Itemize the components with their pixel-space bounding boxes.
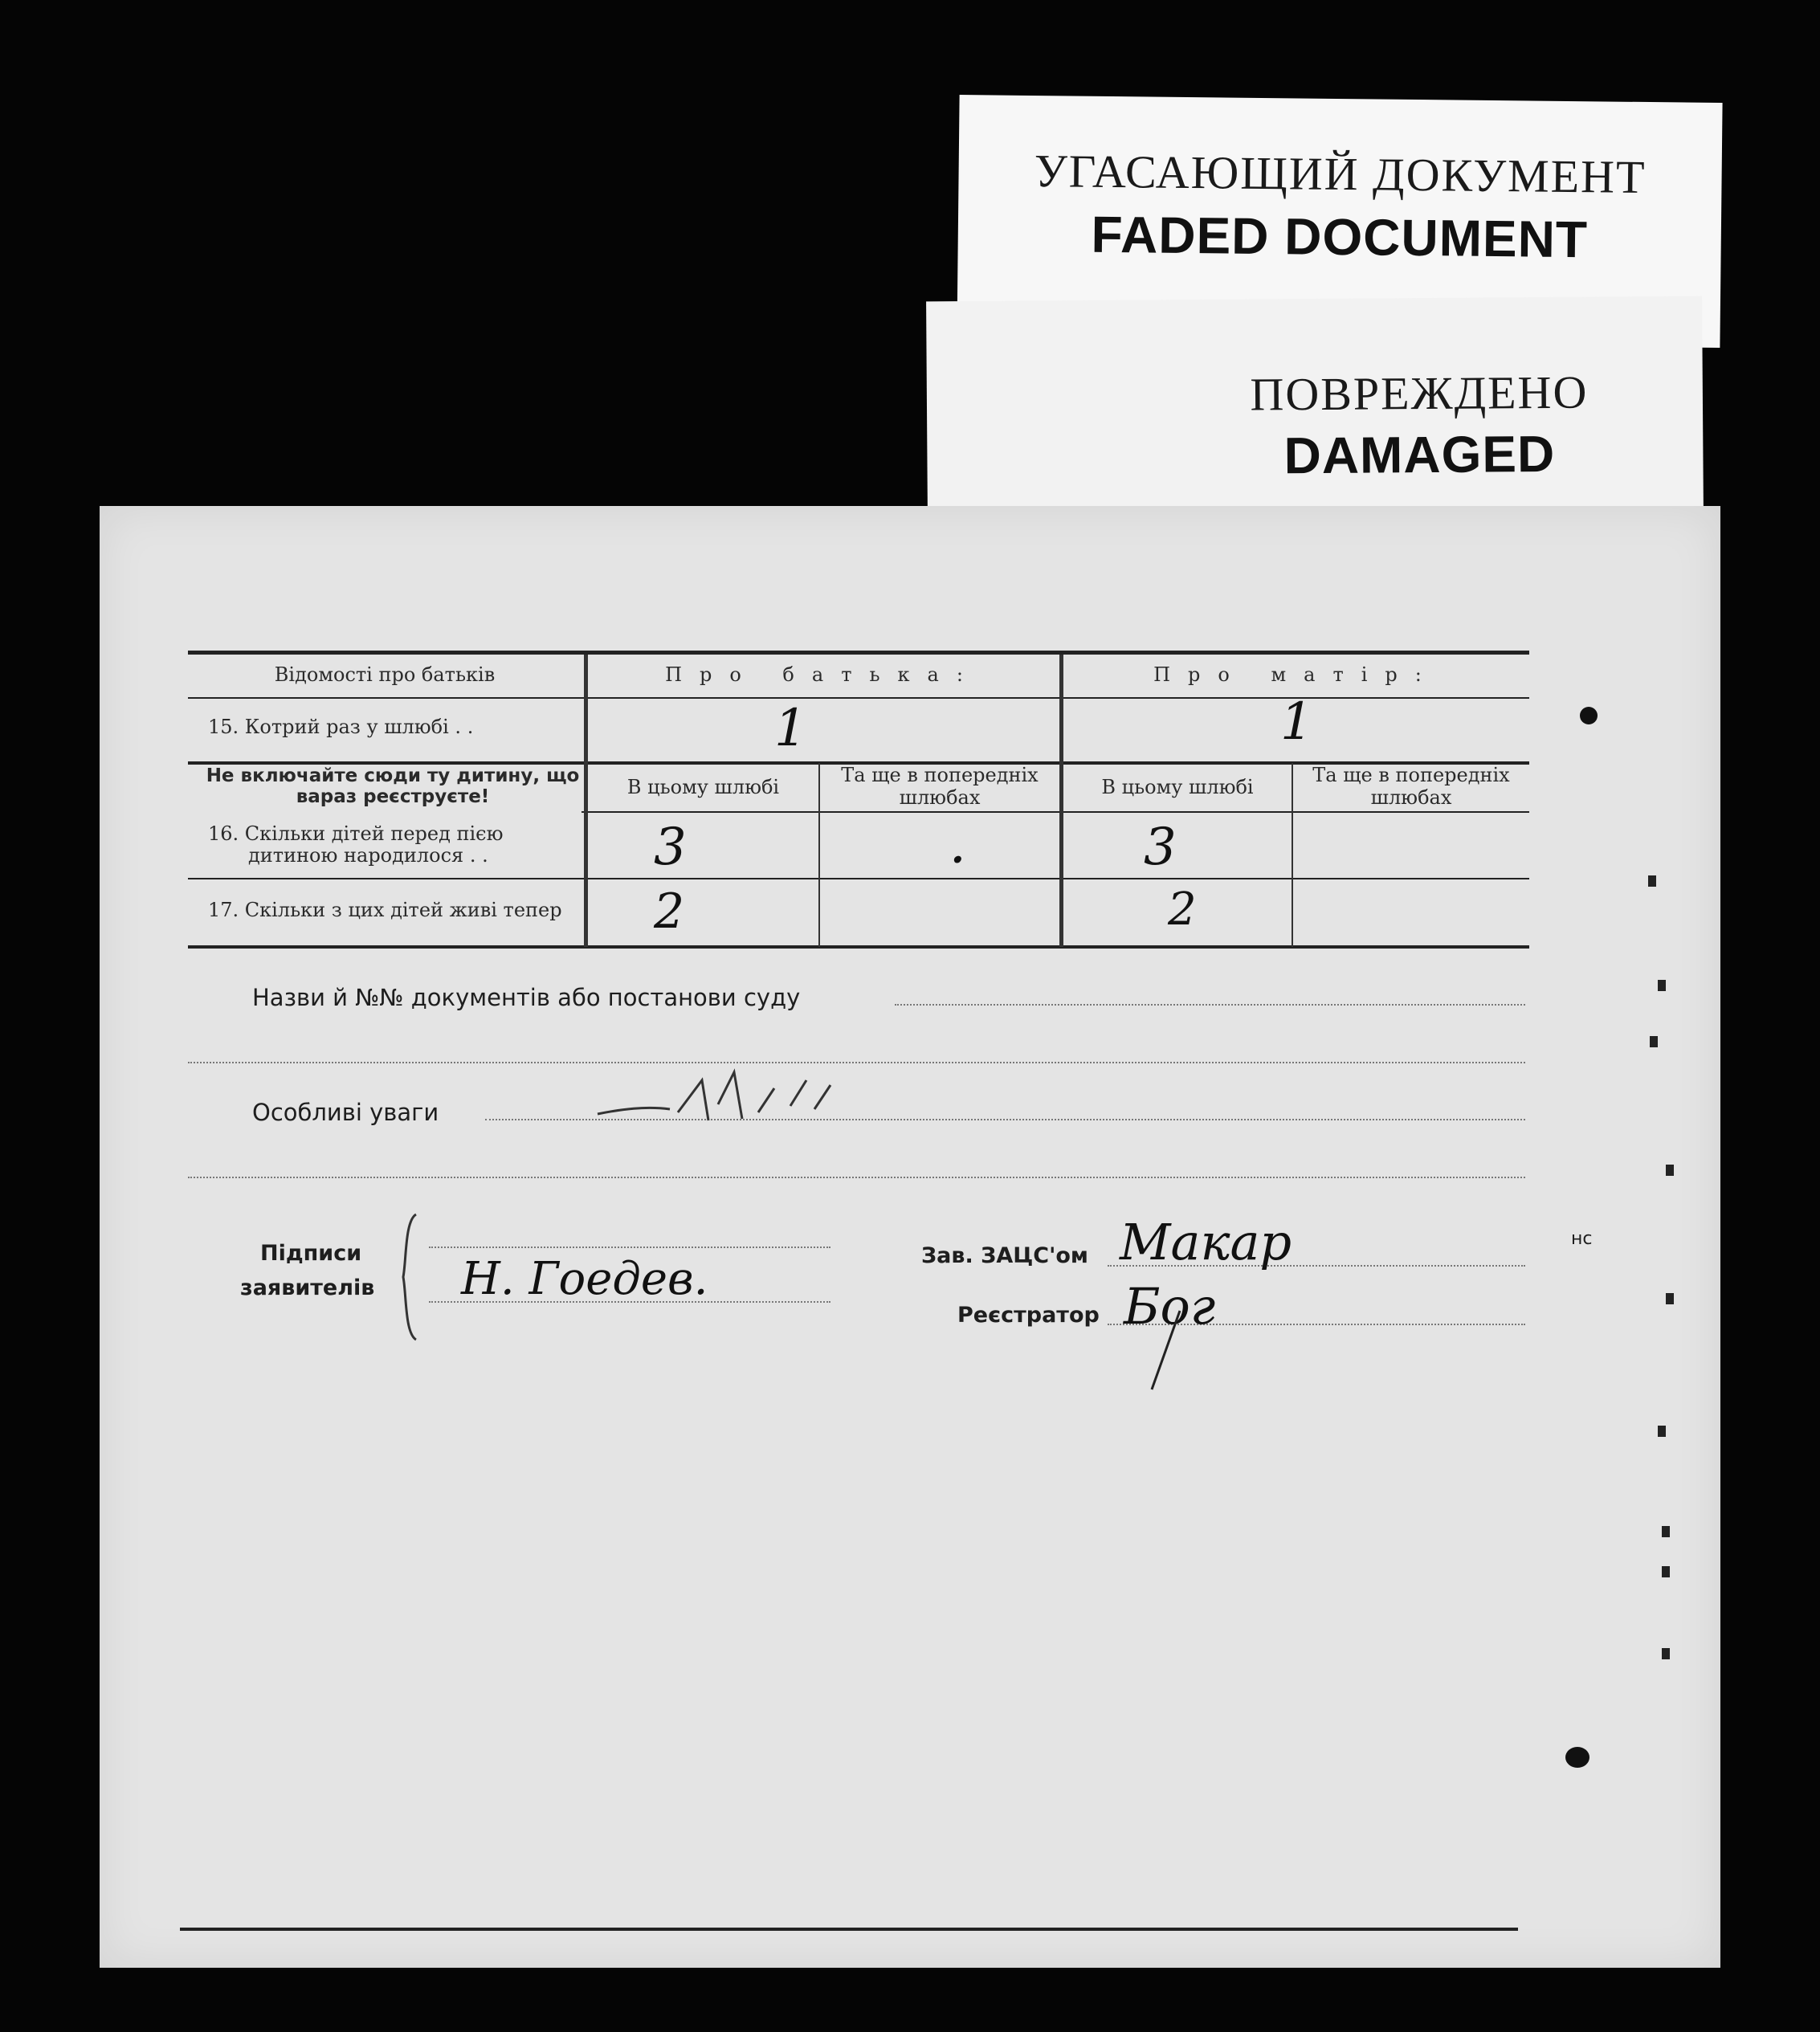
registrar-label: Реєстратор [957, 1303, 1100, 1328]
row17-father-this: 2 [654, 883, 685, 940]
remarks-line-2 [188, 1177, 1525, 1178]
punch-mark [1662, 1566, 1670, 1577]
damaged-label [926, 296, 1704, 517]
subheader-mother-prev: Та ще в попередніх шлюбах [1312, 764, 1510, 809]
row16-label-line2: дитиною народилося . . [248, 844, 488, 867]
subheader-bottom-rule [582, 811, 1529, 813]
form-page [100, 506, 1720, 1968]
subheader-father-prev: Та ще в попередніх шлюбах [841, 764, 1039, 809]
punch-mark [1666, 1165, 1674, 1176]
punch-mark [1666, 1293, 1674, 1304]
punch-hole [1565, 1747, 1589, 1768]
head-label: Зав. ЗАЦС'ом [921, 1243, 1088, 1268]
applicants-brace [397, 1213, 421, 1341]
punch-mark [1650, 1036, 1658, 1047]
punch-mark [1648, 875, 1656, 887]
punch-hole [1580, 707, 1598, 724]
documents-line-2 [188, 1062, 1525, 1063]
documents-line-1 [895, 1004, 1525, 1006]
row16-father-this: 3 [654, 818, 687, 877]
punch-mark [1658, 1426, 1666, 1437]
remarks-scribble [590, 1056, 847, 1145]
damaged-label-en: DAMAGED [1283, 424, 1556, 485]
remarks-label: Особливі уваги [252, 1099, 439, 1126]
row16-father-prev: . [951, 827, 965, 872]
table-top-rule [188, 651, 1529, 655]
subheader-mother-this: В цьому шлюбі [1101, 776, 1254, 798]
applicant-line-1 [429, 1247, 830, 1248]
applicant-signature: Н. Гоедев. [461, 1253, 708, 1305]
row15-label: 15. Котрий раз у шлюбі . . [208, 716, 474, 738]
row17-label: 17. Скільки з цих дітей живі тепер [208, 899, 562, 921]
subheader-father-this: В цьому шлюбі [626, 776, 780, 798]
faded-label-en: FADED DOCUMENT [1091, 205, 1589, 269]
faded-label-ru: УГАСАЮЩИЙ ДОКУМЕНТ [1034, 145, 1647, 203]
damaged-label-ru: ПОВРЕЖДЕНО [1250, 365, 1589, 421]
header-bottom-rule [188, 697, 1529, 699]
applicants-label-line2: заявителів [240, 1275, 375, 1300]
page-bottom-rule [180, 1928, 1518, 1931]
header-parents-info: Відомості про батьків [274, 663, 496, 686]
header-about-father: Про батька: [665, 663, 981, 686]
col-divider-3 [1059, 655, 1063, 947]
margin-note: нс [1571, 1229, 1593, 1249]
applicants-label-line1: Підписи [260, 1241, 362, 1266]
registrar-signature: Бог [1124, 1277, 1216, 1336]
header-about-mother: Про матір: [1153, 663, 1439, 686]
head-signature: Макар [1120, 1213, 1292, 1271]
row15-father-value: 1 [774, 699, 807, 758]
row16-mother-this: 3 [1144, 818, 1177, 877]
documents-label: Назви й №№ документів або постанови суду [252, 984, 801, 1011]
punch-mark [1658, 980, 1666, 991]
row16-bottom-rule [188, 878, 1529, 879]
row-note: Не включайте сюди ту дитину, що вараз реєструєте! [206, 765, 580, 808]
row17-mother-this: 2 [1168, 883, 1197, 936]
row16-label-line1: 16. Скільки дітей перед пією [208, 822, 504, 845]
registrar-stroke [1144, 1309, 1192, 1398]
table-bottom-rule [188, 945, 1529, 949]
punch-mark [1662, 1648, 1670, 1659]
row15-mother-value: 1 [1280, 692, 1313, 752]
punch-mark [1662, 1526, 1670, 1537]
